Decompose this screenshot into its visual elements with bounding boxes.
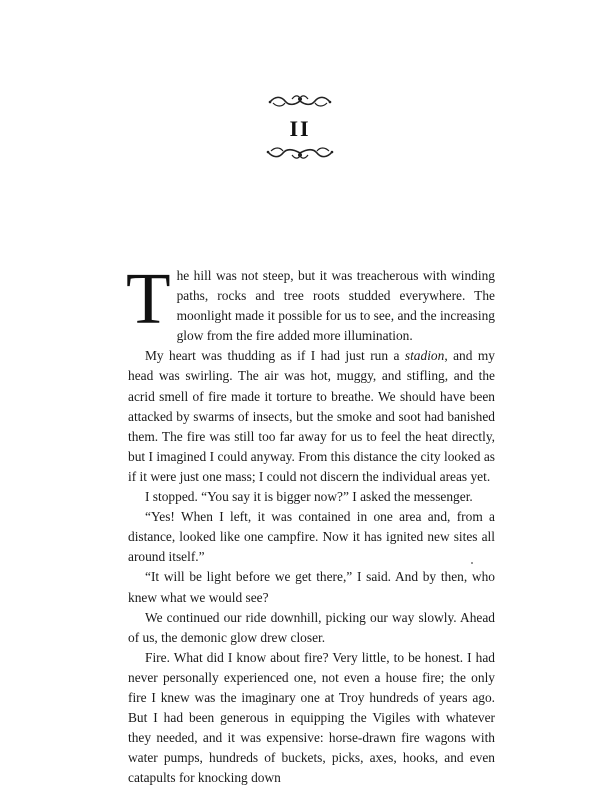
paragraph: “Yes! When I left, it was contained in one area and, from a distance, looked like one campfire. Now it has ignited new sites all around itself.” [128, 509, 495, 565]
ornament-top-icon [267, 93, 333, 109]
paragraph: “It will be light before we get there,” I said. And by then, who knew what we would see? [128, 569, 495, 605]
paragraph: The hill was not steep, but it was treacherous with winding paths, rocks and tree roots studded everywhere. The moonlight made it possible for us to see, and the increasing glow from the fire added more illumination. [126, 258, 495, 344]
drop-cap: T [126, 258, 171, 339]
chapter-number: II [289, 116, 311, 141]
body-text [126, 258, 495, 788]
ornament-bottom-icon [265, 145, 335, 161]
paragraph: Fire. What did I know about fire? Very little, to be honest. I had never personally experienced one, not even a house fire; the only fire I knew was the imaginary one at Troy hundreds of years ago. But I had been generous in equipping the Vigiles with whatever they needed, and it was expensive: horse-drawn fire wagons with water pumps, hundreds of buckets, picks, axes, hooks, and even catapults for knocking down [128, 649, 495, 786]
paragraph: I stopped. “You say it is bigger now?” I asked the messenger. [145, 489, 473, 505]
italic-term: stadion [404, 348, 445, 364]
scan-speck [471, 562, 473, 564]
paragraph: My heart was thudding as if I had just run a stadion, and my head was swirling. The air was hot, muggy, and stifling, and the acrid smell of fire made it torture to breathe. We should have been attacked by swarms of insects, but the smoke and soot had banished them. The fire was still too far away for us to feel the heat directly, but I imagined I could anyway. From this distance the city looked as if it were just one mass; I could not discern the individual areas yet. [128, 348, 495, 484]
paragraph: We continued our ride downhill, picking our way slowly. Ahead of us, the demonic glow drew closer. [128, 609, 495, 645]
